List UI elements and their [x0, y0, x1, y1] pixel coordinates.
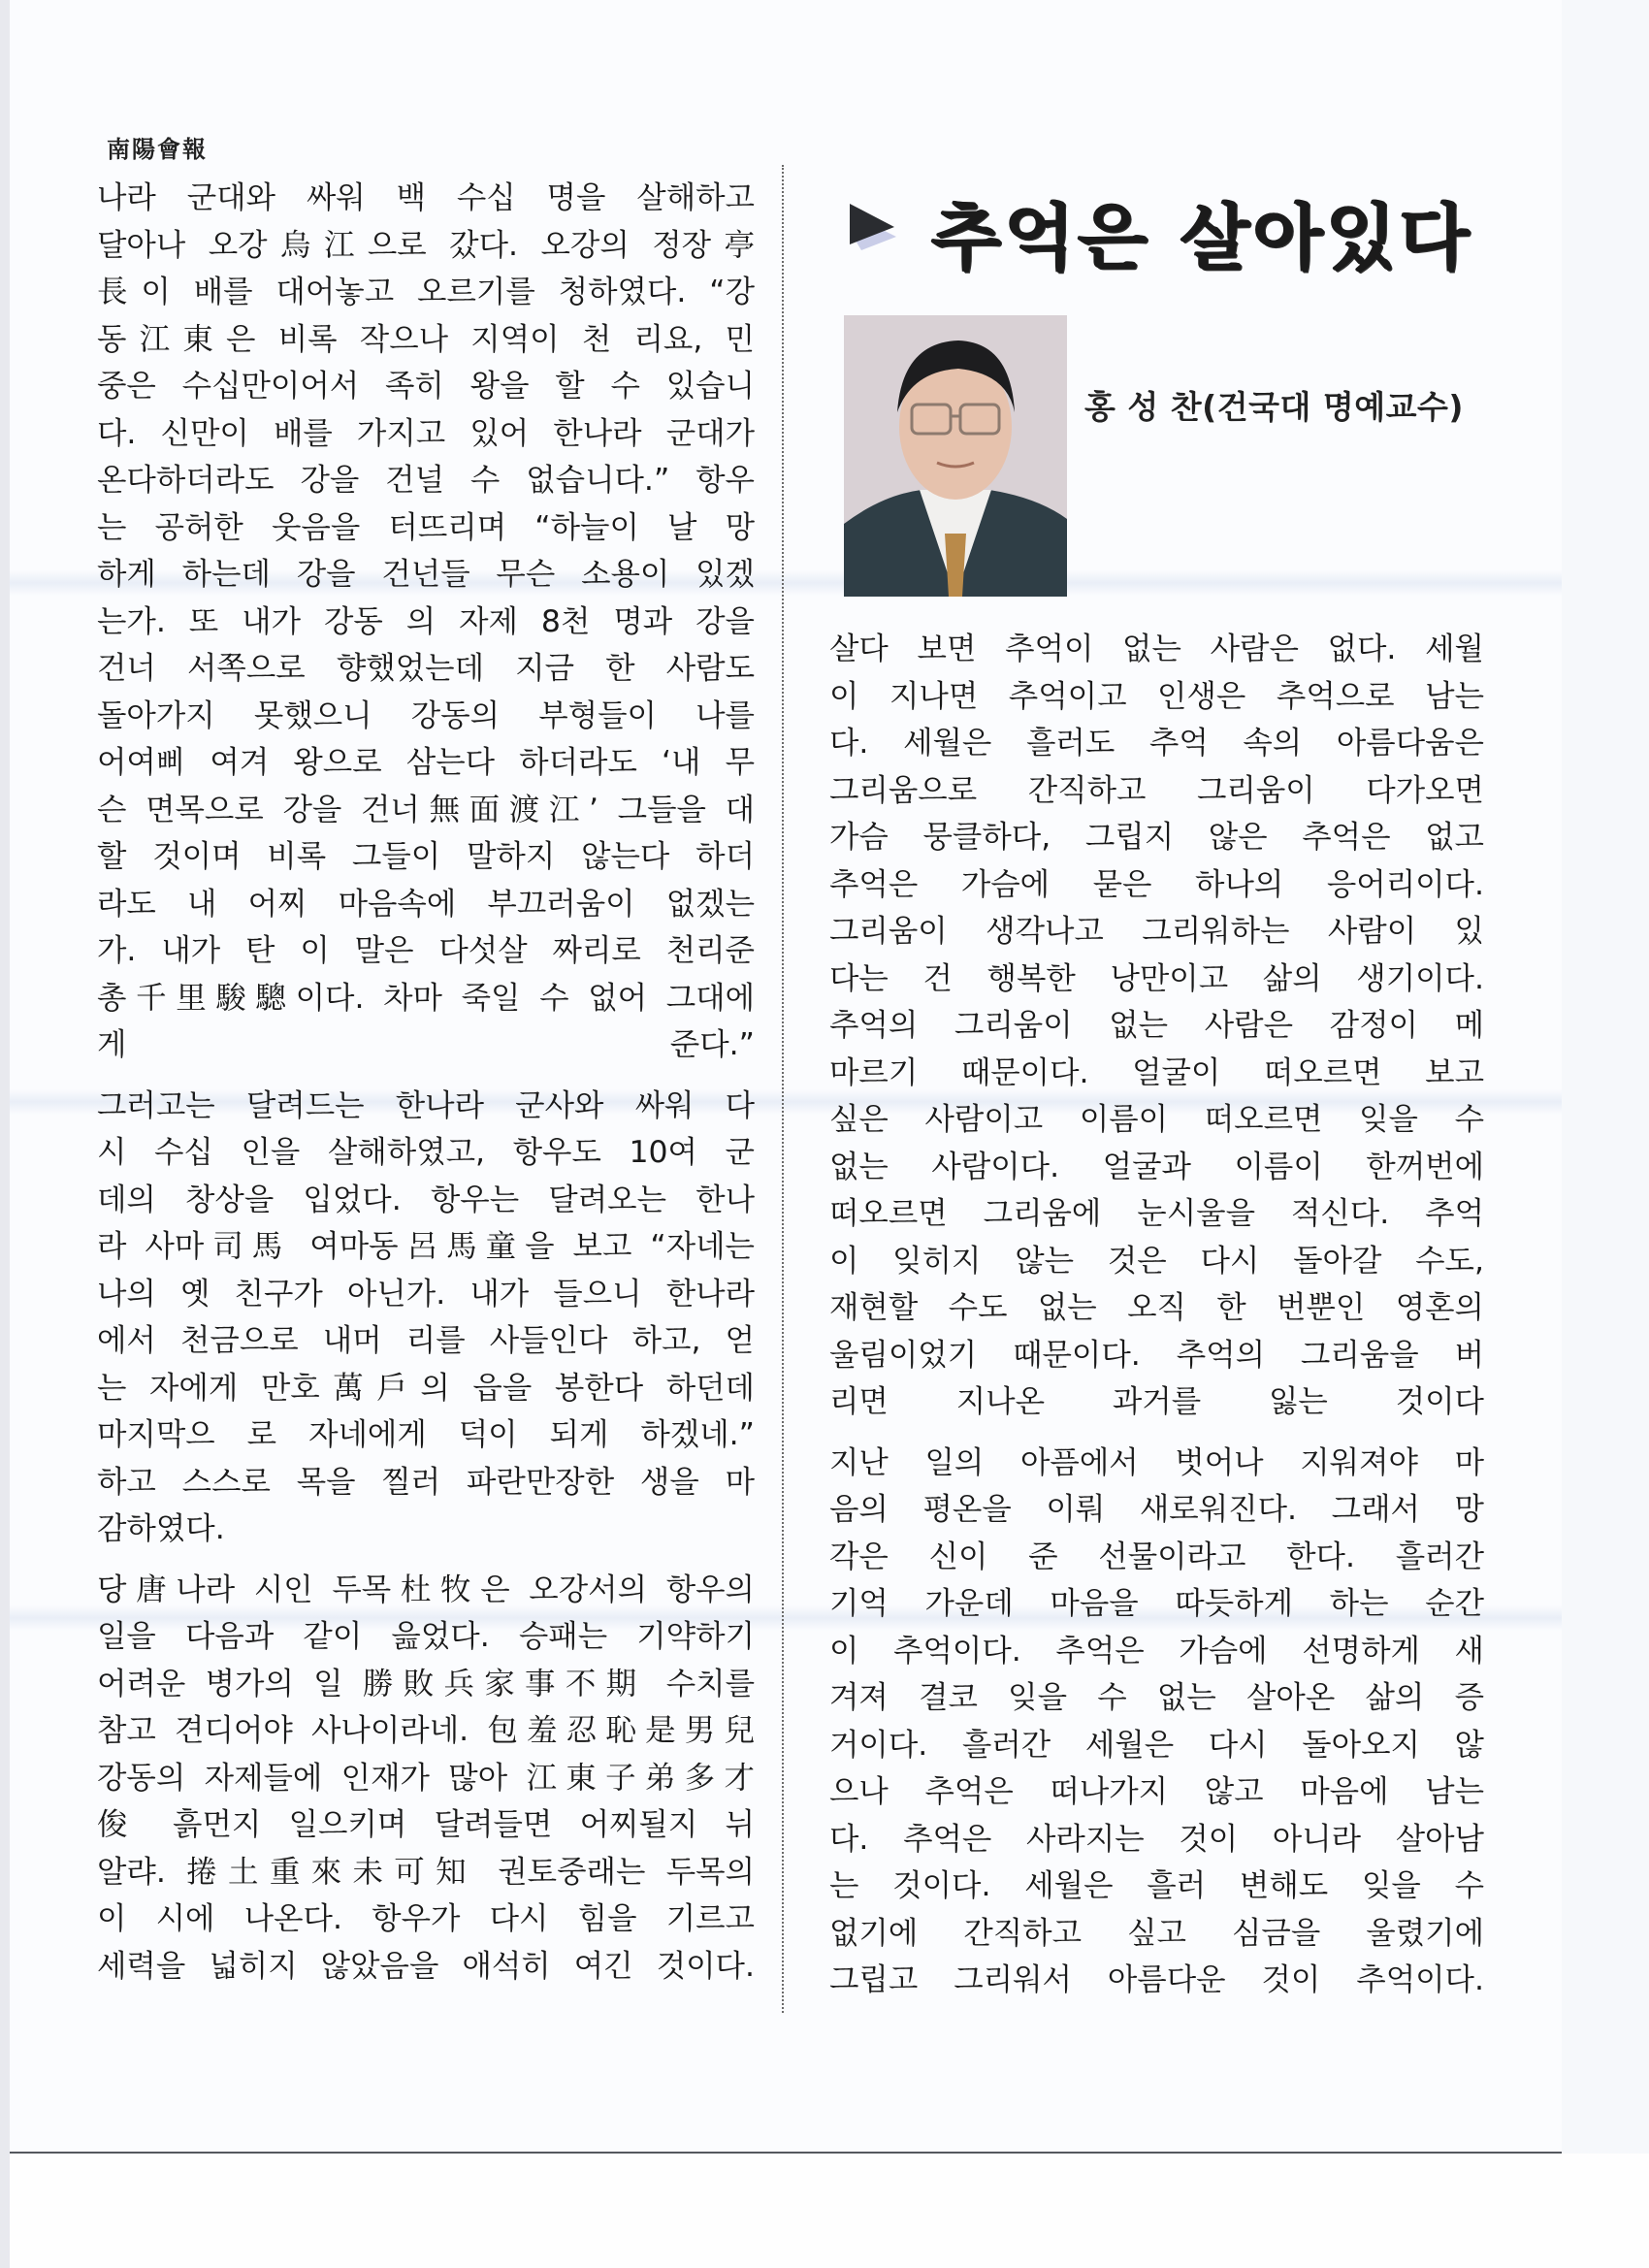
text-line: 어려운 병가의 일 勝敗兵家事不期 수치를 — [97, 1666, 755, 1701]
text-line: 그리움으로 간직하고 그리움이 다가오면 — [829, 772, 1484, 808]
text-line: 동江東은 비록 작으나 지역이 천 리요, 민 — [97, 321, 755, 357]
text-line: 싶은 사람이고 이름이 떠오르면 잊을 수 — [829, 1102, 1484, 1137]
text-line: 알랴. 捲土重來未可知 권토중래는 두목의 — [97, 1854, 755, 1890]
author-photo — [844, 315, 1067, 597]
text-line: 俊 흙먼지 일으키며 달려들면 어찌될지 뉘 — [97, 1807, 755, 1842]
text-line: 이 시에 나온다. 항우가 다시 힘을 기르고 — [97, 1901, 755, 1936]
author-byline: 홍 성 찬(건국대 명예교수) — [1084, 388, 1464, 426]
text-line: 살다 보면 추억이 없는 사람은 없다. 세월 — [829, 632, 1484, 666]
scan-margin — [1562, 0, 1649, 2268]
text-line: 게 준다.” — [97, 1027, 755, 1062]
text-line: 으나 추억은 떠나가지 않고 마음에 남는 — [829, 1774, 1484, 1809]
paragraph-gap — [829, 1426, 1484, 1440]
text-line: 겨져 결코 잊을 수 없는 살아온 삶의 증 — [829, 1680, 1484, 1715]
text-line: 다는 건 행복한 낭만이고 삶의 생기이다. — [829, 960, 1484, 996]
text-line: 참고 견디어야 사나이라네. 包羞忍恥是男兒 — [97, 1713, 755, 1748]
paragraph — [97, 1567, 755, 1991]
text-line: 다. 세월은 흘러도 추억 속의 아름다움은 — [829, 726, 1484, 761]
text-line: 마지막으 로 자네에게 덕이 되게 하겠네.” — [97, 1417, 755, 1452]
paragraph — [829, 626, 1484, 1426]
text-line: 중은 수십만이어서 족히 왕을 할 수 있습니 — [97, 369, 755, 404]
text-line: 없는 사람이다. 얼굴과 이름이 한꺼번에 — [829, 1149, 1484, 1184]
text-line: 시 수십 인을 살해하였고, 항우도 10여 군 — [97, 1135, 755, 1170]
publication-header: 南陽會報 — [107, 135, 208, 163]
text-line: 세력을 넓히지 않았음을 애석히 여긴 것이다. — [97, 1948, 755, 1984]
text-line: 추억의 그리움이 없는 사람은 감정이 메 — [829, 1008, 1484, 1043]
text-line: 거이다. 흘러간 세월은 다시 돌아오지 않 — [829, 1727, 1484, 1763]
text-line: 데의 창상을 입었다. 항우는 달려오는 한나 — [97, 1182, 755, 1217]
text-line: 하고 스스로 목을 찔러 파란만장한 생을 마 — [97, 1464, 755, 1500]
text-line: 돌아가지 못했으니 강동의 부형들이 나를 — [97, 697, 755, 733]
text-line: 그립고 그리워서 아름다운 것이 추억이다. — [829, 1962, 1484, 1997]
scan-bottom — [10, 2154, 1649, 2268]
text-line: 그리움이 생각나고 그리워하는 사람이 있 — [829, 914, 1484, 949]
text-line: 가슴 뭉클하다, 그립지 않은 추억은 없고 — [829, 820, 1484, 855]
left-column — [97, 175, 755, 1990]
text-line: 각은 신이 준 선물이라고 한다. 흘러간 — [829, 1539, 1484, 1574]
text-line: 어여삐 여겨 왕으로 삼는다 하더라도 ‘내 무 — [97, 745, 755, 780]
text-line: 리면 지나온 과거를 잃는 것이다 — [829, 1384, 1484, 1419]
text-line: 슨 면목으로 강을 건너無面渡江’ 그들을 대 — [97, 792, 755, 827]
paragraph-gap — [97, 1069, 755, 1083]
text-line: 건너 서쪽으로 향했었는데 지금 한 사람도 — [97, 651, 755, 686]
text-line: 감하였다. — [97, 1511, 225, 1546]
article-title: 추억은 살아있다 — [931, 196, 1473, 279]
text-line: 는 공허한 웃음을 터뜨리며 “하늘이 날 망 — [97, 509, 755, 545]
text-line: 는가. 또 내가 강동 의 자제 8천 명과 강을 — [97, 603, 755, 639]
text-line: 長이 배를 대어놓고 오르기를 청하였다. “강 — [97, 275, 755, 309]
portrait-image — [844, 315, 1067, 597]
text-line: 없기에 간직하고 싶고 심금을 울렸기에 — [829, 1915, 1484, 1951]
text-line: 는 것이다. 세월은 흘러 변해도 잊을 수 — [829, 1868, 1484, 1903]
text-line: 일을 다음과 같이 읊었다. 승패는 기약하기 — [97, 1619, 755, 1654]
paragraph — [97, 1083, 755, 1553]
text-line: 재현할 수도 없는 오직 한 번뿐인 영혼의 — [829, 1290, 1484, 1325]
column-divider — [782, 165, 784, 2013]
text-line: 는 자에게 만호萬戶의 읍을 봉한다 하던데 — [97, 1370, 755, 1406]
text-line: 음의 평온을 이뤄 새로워진다. 그래서 망 — [829, 1492, 1484, 1527]
scan-edge — [0, 0, 10, 2268]
text-line: 이 지나면 추억이고 인생은 추억으로 남는 — [829, 678, 1484, 714]
text-line: 이 잊히지 않는 것은 다시 돌아갈 수도, — [829, 1243, 1484, 1279]
text-line: 라도 내 어찌 마음속에 부끄러움이 없겠는 — [97, 886, 755, 922]
text-line: 다. 신만이 배를 가지고 있어 한나라 군대가 — [97, 415, 755, 451]
right-column — [829, 626, 1484, 2004]
paragraph-gap — [97, 1553, 755, 1567]
text-line: 지난 일의 아픔에서 벗어나 지워져야 마 — [829, 1444, 1484, 1480]
text-line: 다. 추억은 사라지는 것이 아니라 살아남 — [829, 1821, 1484, 1857]
text-line: 할 것이며 비록 그들이 말하지 않는다 하더 — [97, 839, 755, 874]
text-line: 나의 옛 친구가 아닌가. 내가 들으니 한나라 — [97, 1276, 755, 1312]
text-line: 강동의 자제들에 인재가 많아 江東子弟多才 — [97, 1760, 755, 1796]
text-line: 떠오르면 그리움에 눈시울을 적신다. 추억 — [829, 1196, 1484, 1231]
text-line: 하게 하는데 강을 건넌들 무슨 소용이 있겠 — [97, 557, 755, 592]
text-line: 에서 천금으로 내머 리를 사들인다 하고, 얻 — [97, 1323, 755, 1358]
text-line: 추억은 가슴에 묻은 하나의 응어리이다. — [829, 866, 1484, 902]
text-line: 기억 가운데 마음을 따듯하게 하는 순간 — [829, 1586, 1484, 1621]
text-line: 울림이었기 때문이다. 추억의 그리움을 버 — [829, 1337, 1484, 1373]
text-line: 라 사마司馬 여마동呂馬童을 보고 “자네는 — [97, 1229, 755, 1264]
triangle-right-icon — [846, 198, 904, 256]
text-line: 그러고는 달려드는 한나라 군사와 싸워 다 — [97, 1087, 755, 1123]
text-line: 달아나 오강烏江으로 갔다. 오강의 정장亭 — [97, 227, 755, 263]
text-line: 이 추억이다. 추억은 가슴에 선명하게 새 — [829, 1633, 1484, 1669]
text-line: 마르기 때문이다. 얼굴이 떠오르면 보고 — [829, 1054, 1484, 1090]
text-line: 나라 군대와 싸워 백 수십 명을 살해하고 — [97, 180, 755, 215]
paragraph — [97, 175, 755, 1069]
text-line: 가. 내가 탄 이 말은 다섯살 짜리로 천리준 — [97, 933, 755, 968]
text-line: 당唐나라 시인 두목杜牧은 오강서의 항우의 — [97, 1571, 755, 1607]
text-line: 온다하더라도 강을 건널 수 없습니다.” 항우 — [97, 463, 755, 498]
paragraph — [829, 1440, 1484, 2004]
text-line: 총千里駿驄이다. 차마 죽일 수 없어 그대에 — [97, 980, 756, 1016]
